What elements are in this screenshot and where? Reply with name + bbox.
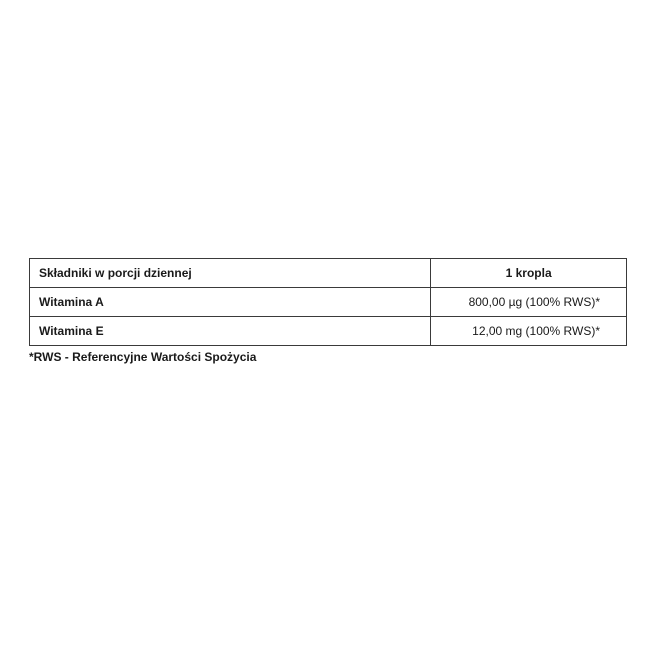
footnote: *RWS - Referencyjne Wartości Spożycia — [29, 350, 257, 364]
amount-cell: 12,00 mg (100% RWS)* — [431, 317, 627, 346]
nutrition-table — [29, 258, 627, 346]
ingredient-cell: Witamina A — [30, 288, 431, 317]
table-header-row — [30, 259, 627, 288]
table-row — [30, 288, 627, 317]
table-row — [30, 317, 627, 346]
header-ingredient-cell: Składniki w porcji dziennej — [30, 259, 431, 288]
amount-cell: 800,00 µg (100% RWS)* — [431, 288, 627, 317]
header-serving-cell: 1 kropla — [431, 259, 627, 288]
ingredient-cell: Witamina E — [30, 317, 431, 346]
